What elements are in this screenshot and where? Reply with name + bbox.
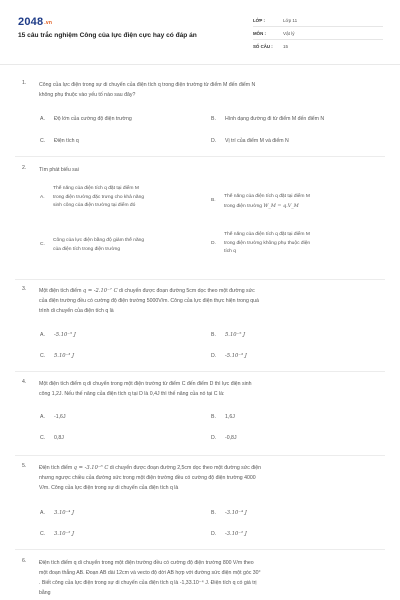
- option-a[interactable]: A. 3.10⁻⁴ J: [40, 510, 75, 516]
- option-b[interactable]: B. Thế năng của điện tích q đặt tại điểm M trong điện trường W_M = q.V_M: [211, 194, 310, 209]
- question-text: Điện tích điểm q = -3.10⁻⁶ C di chuyển được đoạn đường 2,5cm dọc theo một đường sức điện nhưng ngược chiều của đường sức trong một điện trường đều có cường độ điện trường 4000 V/m. Công của lực điện trong sự di chuyển của điện tích q là: [39, 465, 262, 491]
- option-c[interactable]: C. 5.10⁻³ J: [40, 353, 75, 359]
- option-b[interactable]: B. -3.10⁻⁴ J: [211, 510, 247, 516]
- option-d[interactable]: D. -0,8J: [211, 435, 237, 441]
- question-divider: [15, 156, 385, 157]
- question-text: Một điện tích điểm q = -2.10⁻⁷ C di chuyển được đoạn đường 5cm dọc theo một đường sức của điện trường đều có cường độ điện trường 5000V/m. Công của lực điện thực hiện trong quá trình di chuyển của điện tích q là: [39, 288, 259, 314]
- question-1: 1. Công của lực điện trong sự di chuyển của điện tích q trong điện trường từ điểm M đến điểm N không phụ thuộc vào yếu tố nào sau đây? A. Độ lớn của cường độ điện trường B. Hình dạng đường đi từ điểm M đến điểm N C. Điện tích q D. Vị trí của điểm M và điểm N: [0, 80, 400, 152]
- question-3: 3. Một điện tích điểm q = -2.10⁻⁷ C di chuyển được đoạn đường 5cm dọc theo một đường sức của điện trường đều có cường độ điện trường 5000V/m. Công của lực điện thực hiện trong quá trình di chuyển của điện tích q là A. -5.10⁻⁵ J B. 5.10⁻⁵ J C. 5.10⁻³ J D. -5.10⁻³ J: [0, 286, 400, 368]
- option-d[interactable]: D. -5.10⁻³ J: [211, 353, 247, 359]
- question-text: Điện tích điểm q di chuyển trong một điện trường đều có cường độ điện trường 800 V/m theo một đoạn thẳng AB. Đoạn AB dài 12cm và vecto độ dời AB hợp với đường sức điện một góc 30° . Biết công của lực điện trong sự di chuyển của điện tích q là -1,33.10⁻⁴ J. Điện tích q có giá trị bằng: [39, 560, 261, 596]
- option-c[interactable]: C. 0,8J: [40, 435, 64, 441]
- meta-count: SỐ CÂU : 15: [253, 43, 289, 49]
- question-divider: [15, 549, 385, 550]
- question-divider: [15, 279, 385, 280]
- quiz-meta: [253, 14, 383, 52]
- option-d[interactable]: D. Thế năng của điện tích q đặt tại điểm M trong điện trường không phụ thuộc điện tích q: [211, 232, 311, 255]
- question-2: 2. Tìm phát biểu sai A. Thế năng của điện tích q đặt tại điểm M trong điện trường đặc trưng cho khả năng sinh công của điện trường tại điểm đó B. Thế năng của điện tích q đặt tại điểm M trong điện trường W_M = q.V_M C. Công của lực điện bằng độ giảm thế năng của điện tích trong điện trường D. Thế năng của điện tích q đặt tại điểm M trong điện trường không phụ thuộc điện tích q: [0, 165, 400, 275]
- option-b[interactable]: B. 5.10⁻⁵ J: [211, 332, 246, 338]
- site-logo[interactable]: 2048.vn: [18, 16, 53, 28]
- meta-subject: MÔN : Vật lý: [253, 27, 383, 40]
- option-c[interactable]: C. Điện tích q: [40, 138, 79, 144]
- option-a[interactable]: A. Độ lớn của cường độ điện trường: [40, 116, 132, 122]
- question-4: 4. Một điện tích điểm q di chuyển trong một điện trường từ điểm C đến điểm D thì lực điện sinh công 1,2J. Nếu thế năng của điện tích q tại D là 0,4J thì thế năng của nó tại C là: A. -1,6J B. 1,6J C. 0,8J D. -0,8J: [0, 379, 400, 451]
- option-a[interactable]: A. -5.10⁻⁵ J: [40, 332, 76, 338]
- option-a[interactable]: A. -1,6J: [40, 414, 66, 420]
- option-c[interactable]: C. Công của lực điện bằng độ giảm thế năng của điện tích trong điện trường: [40, 238, 145, 252]
- question-divider: [15, 371, 385, 372]
- question-text: Tìm phát biểu sai: [39, 167, 79, 173]
- option-d[interactable]: D. -3.10⁻² J: [211, 531, 247, 537]
- question-divider: [15, 455, 385, 456]
- page-header: [0, 0, 400, 62]
- question-5: 5. Điện tích điểm q = -3.10⁻⁶ C di chuyển được đoạn đường 2,5cm dọc theo một đường sức điện nhưng ngược chiều của đường sức trong một điện trường đều có cường độ điện trường 4000 V/m. Công của lực điện trong sự di chuyển của điện tích q là A. 3.10⁻⁴ J B. -3.10⁻⁴ J C. 3.10⁻² J D. -3.10⁻² J: [0, 463, 400, 545]
- option-b[interactable]: B. Hình dạng đường đi từ điểm M đến điểm N: [211, 116, 325, 122]
- option-a[interactable]: A. Thế năng của điện tích q đặt tại điểm M trong điện trường đặc trưng cho khả năng sinh công của điện trường tại điểm đó: [40, 186, 145, 209]
- option-c[interactable]: C. 3.10⁻² J: [40, 531, 75, 537]
- question-text: Công của lực điện trong sự di chuyển của điện tích q trong điện trường từ điểm M đến điểm N không phụ thuộc vào yếu tố nào sau đây?: [39, 82, 256, 98]
- option-b[interactable]: B. 1,6J: [211, 414, 235, 420]
- question-6: 6. Điện tích điểm q di chuyển trong một điện trường đều có cường độ điện trường 800 V/m theo một đoạn thẳng AB. Đoạn AB dài 12cm và vecto độ dời AB hợp với đường sức điện một góc 30° . Biết công của lực điện trong sự di chuyển của điện tích q là -1,33.10⁻⁴ J. Điện tích q có giá trị bằng: [0, 558, 400, 600]
- question-text: Một điện tích điểm q di chuyển trong một điện trường từ điểm C đến điểm D thì lực điện sinh công 1,2J. Nếu thế năng của điện tích q tại D là 0,4J thì thế năng của nó tại C là:: [39, 381, 252, 397]
- quiz-title: 15 câu trắc nghiệm Công của lực điện cực hay có đáp án: [18, 32, 197, 39]
- meta-class: LỚP : Lớp 11: [253, 14, 383, 27]
- header-divider: [0, 64, 400, 65]
- option-d[interactable]: D. Vị trí của điểm M và điểm N: [211, 138, 289, 144]
